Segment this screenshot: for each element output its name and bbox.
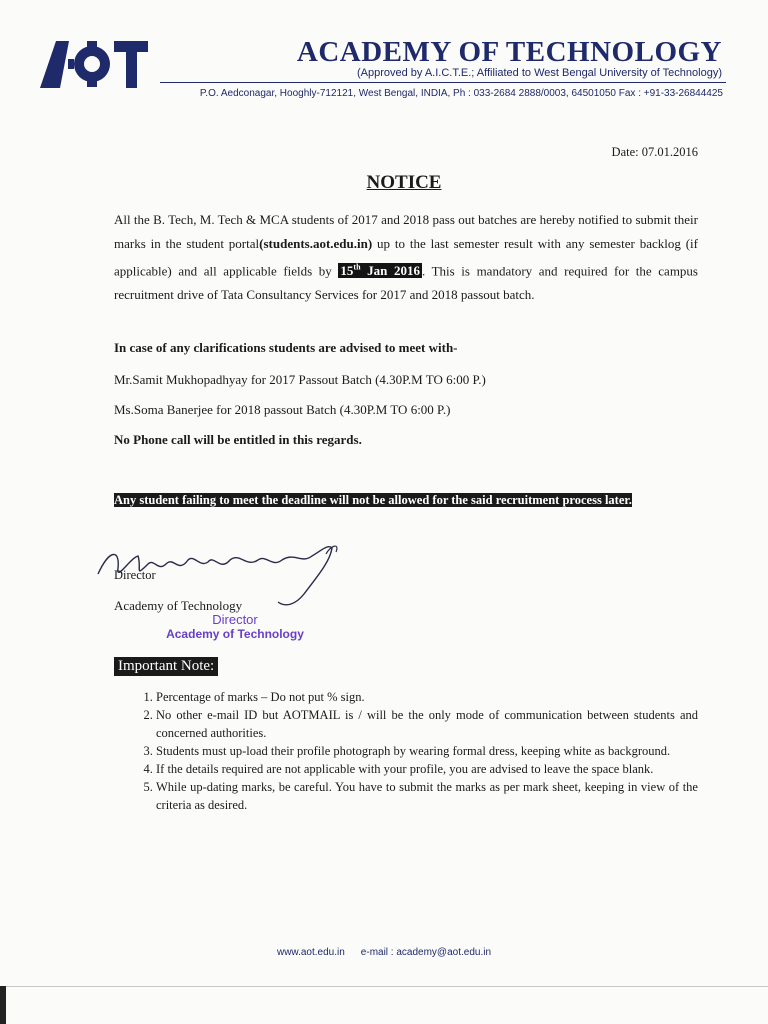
note-item: 2. No other e-mail ID but AOTMAIL is / will be the only mode of communication between students and concerned authorities. xyxy=(156,706,698,742)
notice-heading: NOTICE xyxy=(366,172,442,193)
deadline-suffix: th xyxy=(353,263,361,272)
paragraph-text-2: up to the last semester result with any semester backlog (if applicable) and all applicable fields by xyxy=(114,236,698,279)
contact-2017: Mr.Samit Mukhopadhyay for 2017 Passout Batch (4.30P.M TO 6:00 P.) xyxy=(114,372,486,387)
stamp-org: Academy of Technology xyxy=(166,627,304,641)
footer xyxy=(0,947,768,958)
deadline-warning-text: Any student failing to meet the deadline will not be allowed for the said recruitment process later. xyxy=(114,493,632,507)
footer-email: e-mail : academy@aot.edu.in xyxy=(360,947,492,958)
no-phone-line: No Phone call will be entitled in this regards. xyxy=(114,432,362,447)
aot-logo xyxy=(40,38,148,88)
important-note-heading: Important Note: xyxy=(114,657,218,676)
deadline-month-year: Jan 2016 xyxy=(360,263,420,279)
approval-line: (Approved by A.I.C.T.E.; Affiliated to West Bengal University of Technology) xyxy=(356,67,722,79)
signatory-role: Director xyxy=(114,568,156,582)
page-edge-line xyxy=(0,986,768,987)
official-stamp xyxy=(150,612,320,642)
note-item: 3. Students must up-load their profile photograph by wearing formal dress, keeping white as background. xyxy=(156,742,698,760)
notice-paragraph xyxy=(114,208,698,307)
scan-edge-mark xyxy=(0,986,6,1024)
deadline-date xyxy=(338,263,422,278)
notice-date: Date: 07.01.2016 xyxy=(611,145,698,159)
deadline-warning xyxy=(114,492,698,509)
important-note-list xyxy=(114,688,698,814)
deadline-day: 15 xyxy=(340,263,354,279)
portal-url: (students.aot.edu.in) xyxy=(259,236,373,251)
note-item: 5. While up-dating marks, be careful. You have to submit the marks as per mark sheet, keeping in view of the criteria as desired. xyxy=(156,778,698,814)
letterhead-divider xyxy=(160,82,726,83)
institution-name: ACADEMY OF TECHNOLOGY xyxy=(296,36,722,68)
institution-address: P.O. Aedconagar, Hooghly-712121, West Bengal, INDIA, Ph : 033-2684 2888/0003, 64501050 Fax : +91-33-26844425 xyxy=(199,88,723,99)
note-item: 4. If the details required are not applicable with your profile, you are advised to leave the space blank. xyxy=(156,760,698,778)
contact-2018: Ms.Soma Banerjee for 2018 passout Batch (4.30P.M TO 6:00 P.) xyxy=(114,402,451,417)
paragraph-text-1: All the B. Tech, M. Tech & MCA students of 2017 and 2018 pass out batches are hereby notified to submit their marks in the student portal xyxy=(114,212,698,251)
signatory-org: Academy of Technology xyxy=(114,598,243,613)
stamp-role: Director xyxy=(212,612,258,627)
footer-website: www.aot.edu.in xyxy=(276,947,345,958)
paragraph-text-3: . This is mandatory and required for the campus recruitment drive of Tata Consultancy Services for 2017 and 2018 passout batch. xyxy=(114,263,698,303)
clarification-line: In case of any clarifications students are advised to meet with- xyxy=(114,340,458,355)
note-item: 1. Percentage of marks – Do not put % sign. xyxy=(156,688,698,706)
